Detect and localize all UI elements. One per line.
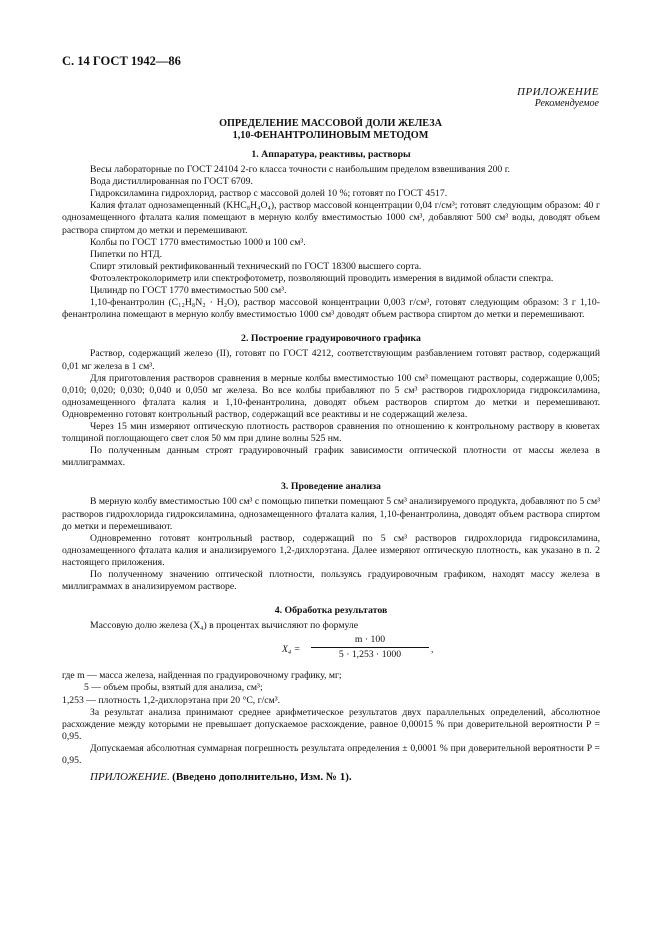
appendix-label [517,86,599,109]
document-title [62,118,599,142]
formula-fraction [311,634,429,661]
amendment-text: (Введено дополнительно, Изм. № 1). [172,771,352,784]
title-line-2: 1,10-ФЕНАНТРОЛИНОВЫМ МЕТОДОМ [232,130,429,141]
paragraph: За результат анализа принимают среднее арифметическое результатов двух параллельных определений, абсолютное расхождение между которыми не превышает допускаемое расхождение, равное 0,00015 % при доверительной вероятности P = 0,95. [62,706,600,742]
formula [62,634,600,666]
section-3-heading: 3. Проведение анализа [281,481,381,493]
paragraph: Массовую долю железа (X₄) в процентах вычисляют по формуле [90,620,359,632]
paragraph: В мерную колбу вместимостью 100 см³ с помощью пипетки помещают 5 см³ анализируемого продукта, добавляют по 5 см³ растворов гидрохлорида гидроксиламина, однозамещенного фталата калия, 1,10-фенантролина, доводят объем раствора спиртом до метки и перемешивают. [62,496,600,532]
section-4-heading: 4. Обработка результатов [274,605,388,617]
paragraph: Фотоэлектроколориметр или спектрофотометр, позволяющий проводить измерения в видимой области спектра. [90,272,554,284]
paragraph: По полученному значению оптической плотности, пользуясь градуировочным графиком, находят массу железа в миллиграммах в анализируемом растворе. [62,569,600,593]
paragraph: Допускаемая абсолютная суммарная погрешность результата определения ± 0,0001 % при доверительной вероятности P = 0,95. [62,742,600,767]
formula-tail: , [431,644,434,656]
appendix-title: ПРИЛОЖЕНИЕ [517,86,599,98]
paragraph: Вода дистиллированная по ГОСТ 6709. [90,176,253,188]
appendix-subtitle: Рекомендуемое [534,98,599,109]
formula-where-3: 1,253 — плотность 1,2-дихлорэтана при 20 °С, г/см³. [62,694,281,706]
paragraph: Весы лабораторные по ГОСТ 24104 2-го класса точности с наибольшим пределом взвешивания 200 г. [90,164,510,176]
formula-where-1: где m — масса железа, найденная по градуировочному графику, мг; [62,670,342,682]
section-2-heading: 2. Построение градуировочного графика [241,333,421,345]
formula-numerator: m · 100 [311,634,429,648]
paragraph: Гидроксиламина гидрохлорид, раствор с массовой долей 10 %; готовят по ГОСТ 4517. [90,188,448,200]
paragraph: Одновременно готовят контрольный раствор, содержащий по 5 см³ растворов гидрохлорида гидроксиламина, однозамещенного фталата калия и анализируемого 1,2-дихлорэтана. Далее измеряют оптическую плотность, как указано в п. 2 настоящего приложения. [62,532,600,568]
page-header: С. 14 ГОСТ 1942—86 [62,54,181,68]
paragraph: Раствор, содержащий железо (II), готовят по ГОСТ 4212, соответствующим разбавлением готовят раствор, содержащий 0,01 мг железа в 1 см³. [62,348,600,372]
amendment-label: ПРИЛОЖЕНИЕ. [90,771,170,784]
formula-denominator: 5 · 1,253 · 1000 [338,649,402,661]
document-body [62,146,600,784]
paragraph: 1,10-фенантролин (C₁₂H₈N₂ · H₂O), раствор массовой концентрации 0,003 г/см³, готовят следующим образом: 3 г 1,10-фенантролина помещают в мерную колбу вместимостью 1000 см³ доводят объем раствора спиртом до метки и перемешивают. [62,297,600,321]
title-line-1: ОПРЕДЕЛЕНИЕ МАССОВОЙ ДОЛИ ЖЕЛЕЗА [219,118,442,129]
formula-where-2: 5 — объем пробы, взятый для анализа, см³; [84,682,263,694]
paragraph: Спирт этиловый ректификованный технический по ГОСТ 18300 высшего сорта. [90,260,422,272]
paragraph: По полученным данным строят градуировочный график зависимости оптической плотности от массы железа в миллиграммах. [62,445,600,469]
paragraph: Колбы по ГОСТ 1770 вместимостью 1000 и 100 см³. [90,236,306,248]
formula-lhs: X₄ = [282,644,301,656]
section-1-heading: 1. Аппаратура, реактивы, растворы [251,149,411,160]
paragraph: Цилиндр по ГОСТ 1770 вместимостью 500 см³. [90,285,287,297]
amendment-note [62,771,600,784]
paragraph: Пипетки по НТД. [90,248,162,260]
paragraph: Калия фталат однозамещенный (KHC₈H₄O₄), раствор массовой концентрации 0,04 г/см³; готовят следующим образом: 40 г однозамещенного фталата калия помещают в мерную колбу вместимостью 1000 см³, добавляют 500 см³ воды, доводят объем раствора спиртом до метки и перемешивают. [62,200,600,236]
paragraph: Через 15 мин измеряют оптическую плотность растворов сравнения по отношению к контрольному раствору в кюветах толщиной поглощающего свет слоя 50 мм при длине волны 525 нм. [62,420,600,445]
paragraph: Для приготовления растворов сравнения в мерные колбы вместимостью 100 см³ помещают растворы, содержащие 0,005; 0,010; 0,020; 0,030; 0,040 и 0,050 мг железа. Во все колбы прибавляют по 5 см³ растворов гидрохлорида гидроксиламина, однозамещенного фталата калия и 1,10-фенантролина, доводят объем растворов спиртом до метки и перемешивают. Одновременно готовят контрольный раствор, содержащий все реактивы и не содержащий железа. [62,372,600,420]
